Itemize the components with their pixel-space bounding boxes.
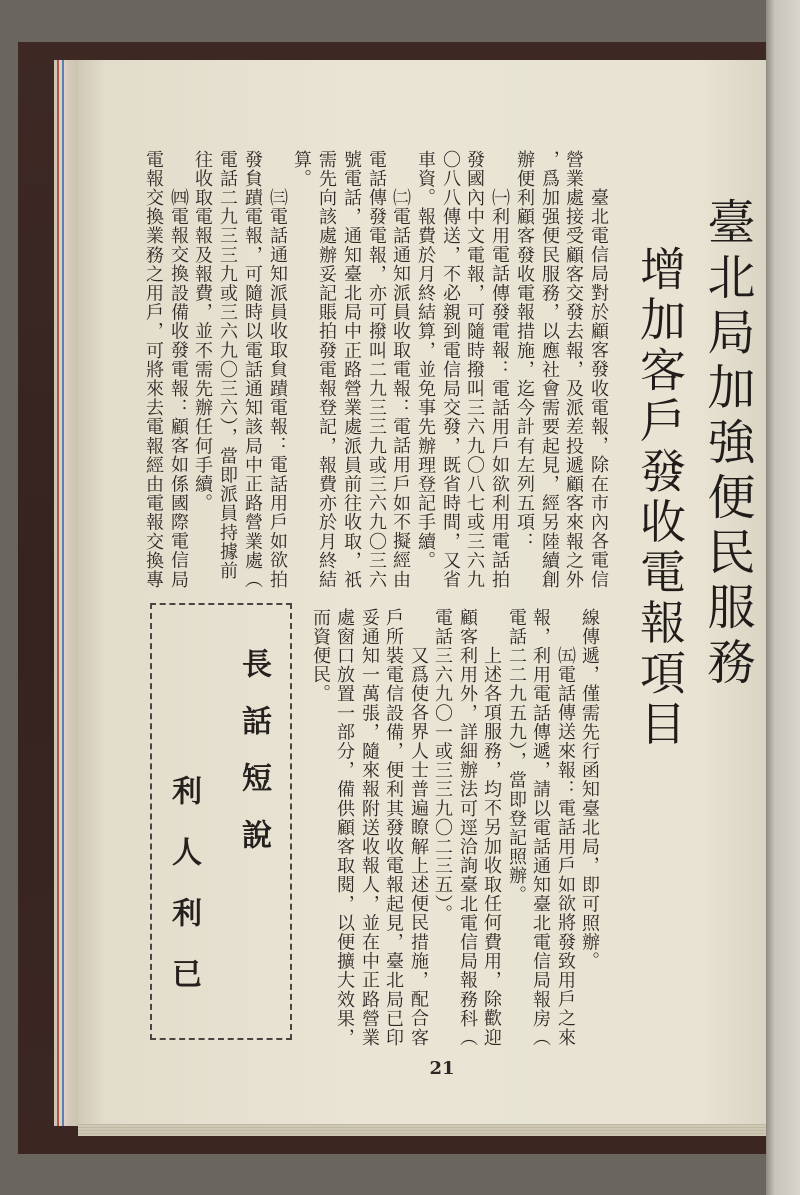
slogan-line-1: 長話短說 — [236, 648, 271, 876]
upper-text-column: ㈡電話通知派員收取電報：電話用戶如不擬經由 — [390, 188, 411, 590]
lower-text-column: 處窗口放置一部分，備供顧客取閱，以便擴大效果， — [334, 608, 355, 1048]
upper-text-column: 電話傳發電報，亦可撥叫二九三三九或三六九〇三六 — [366, 150, 387, 590]
upper-text-column: ㈣電報交換設備收發電報：顧客如係國際電信局 — [168, 188, 189, 590]
lower-text-column: ㈤電話傳送來報：電話用戶如欲將發致用戶之來 — [555, 646, 576, 1048]
lower-text-column: 又爲使各界人士普遍瞭解上述便民措施，配合客 — [408, 646, 429, 1048]
lower-text-column: 顧客利用外，詳細辦法可逕洽詢臺北電信局報務科（ — [457, 608, 478, 1048]
page-bottom-edge — [78, 1122, 768, 1136]
upper-text-column: 需先向該處辦妥記賬拍發電報登記，報費亦於月終結 — [316, 150, 337, 590]
lower-text-column: 戶所裝電信設備，便利其發收電報起見，臺北局已印 — [383, 608, 404, 1048]
slogan-line-2: 利人利已 — [166, 775, 201, 1019]
upper-text-column: 發國內中文電報，可隨時撥叫三六九〇八七或三六九 — [464, 150, 485, 590]
upper-text-column: 電報交換業務之用戶，可將來去電報經由電報交換專 — [143, 150, 164, 590]
upper-text-column: 車資。報費於月終結算，並免事先辦理登記手續。 — [415, 150, 436, 571]
lower-text-column: 電話二二九五九），當即登記照辦。 — [506, 608, 527, 905]
lower-text-column: 報，利用電話傳遞，請以電話通知臺北電信局報房（ — [530, 608, 551, 1048]
lower-text-column: 妥通知一萬張，隨來報附送收報人，並在中正路營業 — [359, 608, 380, 1048]
lower-text-column: 而資便民。 — [310, 608, 331, 704]
upper-text-column: 〇八八傳送，不必親到電信局交發，既省時間，又省 — [440, 150, 461, 590]
upper-text-column: 辦便利顧客發收電報措施，迄今計有左列五項： — [514, 150, 535, 552]
page-number: 21 — [429, 1058, 455, 1079]
upper-text-column: 號電話，通知臺北局中正路營業處派員前往收取，祇 — [341, 150, 362, 590]
page-edges — [54, 60, 80, 1126]
adjacent-page — [766, 0, 800, 1195]
upper-text-column: 發貟蹟電報，可隨時以電話通知該局中正路營業處（ — [242, 150, 263, 590]
upper-text-column: ㈢電話通知派員收取貟蹟電報：電話用戶如欲拍 — [267, 188, 288, 590]
upper-text-column: 算。 — [291, 150, 312, 189]
upper-text-column: 營業處接受顧客交發去報，及派差投遞顧客來報之外 — [563, 150, 584, 590]
lower-text-column: 電話三六九〇一或三三九〇二三五）。 — [432, 608, 453, 924]
upper-text-column: 電話二九三三九或三六九〇三六），當即派員持據前 — [217, 150, 238, 581]
lower-text-column: 線傳遞，僅需先行函知臺北局，即可照辦。 — [579, 608, 600, 971]
upper-text-column: ㈠利用電話傳發電報：電話用戶如欲利用電話拍 — [489, 188, 510, 590]
lower-text-column: 上述各項服務，均不另加收取任何費用，除歡迎 — [481, 646, 502, 1048]
article-title-line-2: 增加客戶發收電報項目 — [633, 245, 687, 750]
article-title-line-1: 臺北局加強便民服務 — [699, 197, 755, 692]
upper-text-column: 往收取電報及報費，並不需先辦任何手續。 — [192, 150, 213, 513]
upper-text-column: 臺北電信局對於顧客發收電報，除在市內各電信 — [588, 188, 609, 590]
upper-text-column: ，爲加强便民服務，以應社會需要起見，經另陸續創 — [539, 150, 560, 590]
